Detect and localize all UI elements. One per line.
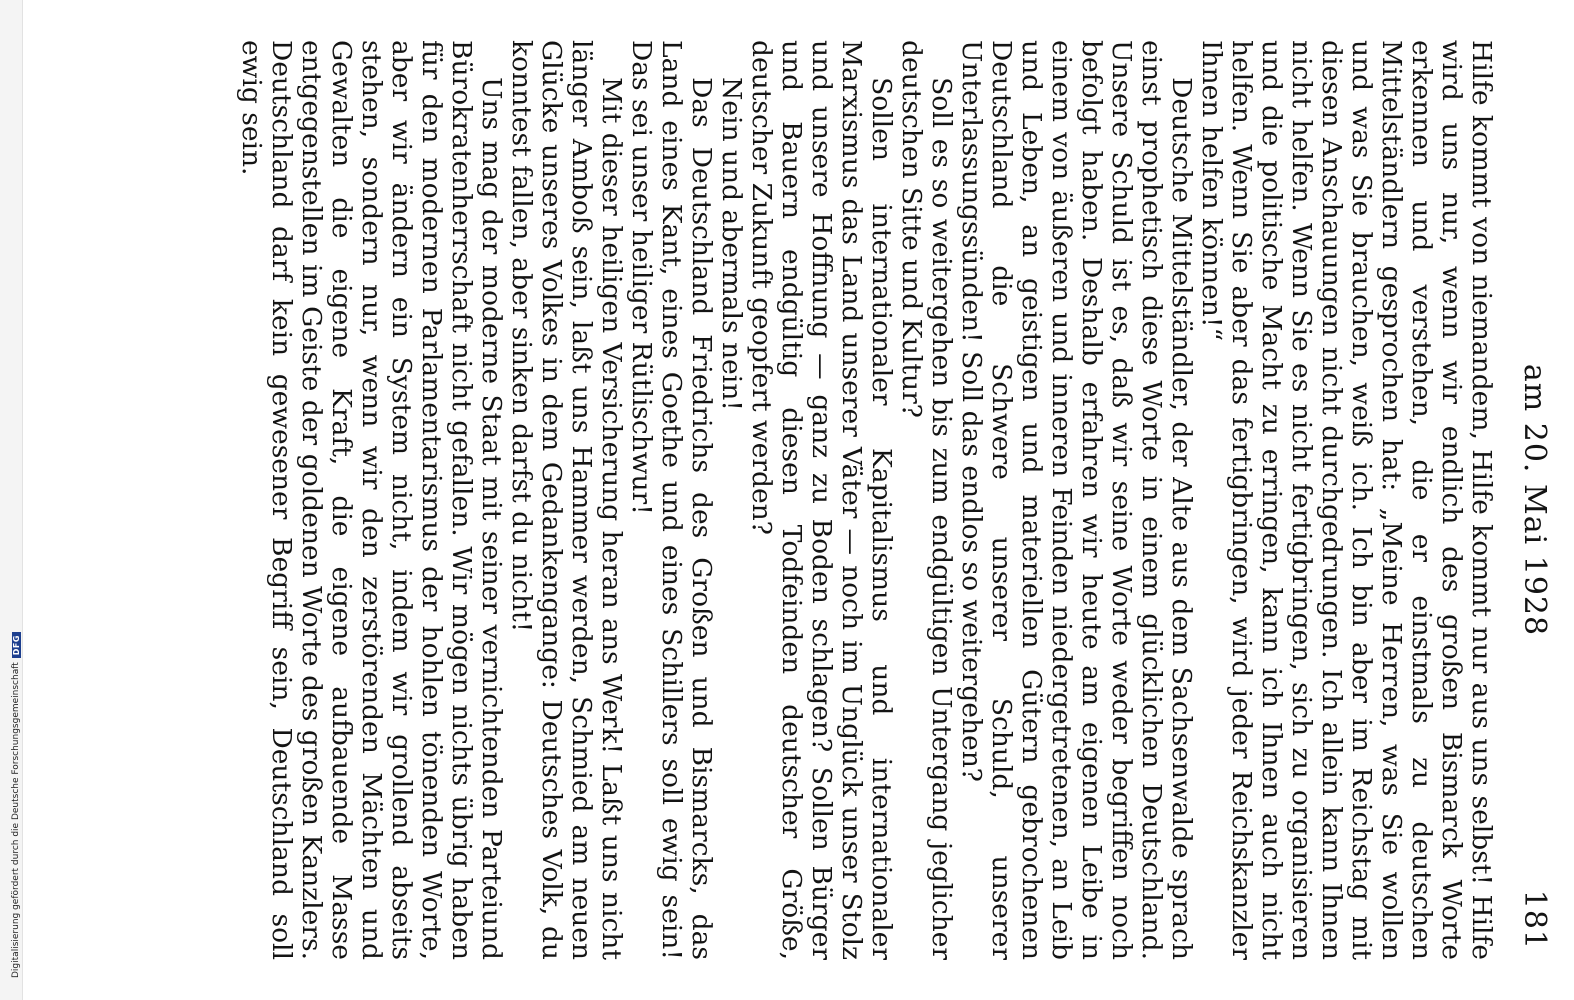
paragraph-6: Das Deutschland Friedrichs des Großen und Bismarcks, das Land eines Kant, eines Goethe und eines Schillers soll ewig sein! Das sei unser heiliger Rütlischwur! bbox=[626, 40, 717, 960]
paragraph-3: Soll es so weitergehen bis zum endgültigen Untergang jeglicher deutschen Sitte und Kultur? bbox=[896, 40, 957, 960]
paragraph-8: Uns mag der moderne Staat mit seiner vernichtenden Parteiund Bürokratenherrschaft nicht gefallen. Wir mögen nichts übrig haben für den modernen Parlamentarismus der hohlen tönenden Worte, aber wir ändern ein System nicht, indem wir grollend abseits stehen, sondern nur, wenn wir den zerstörenden Mächten und Gewalten die eigene Kraft, die eigene aufbauende Masse entgegenstellen im Geiste der goldenen Worte des großen Kanzlers. Deutschland darf kein gewesener Begriff sein, Deutschland soll ewig sein. bbox=[236, 40, 507, 960]
dfg-logo-icon: DFG bbox=[12, 632, 21, 658]
paragraph-1: Hilfe kommt von niemandem, Hilfe kommt nur aus uns selbst! Hilfe wird uns nur, wenn wir endlich des großen Bismarck Worte erkennen und verstehen, die er einstmals zu deutschen Mittelständlern gesprochen hat: „Meine Herren, was Sie wollen und was Sie brauchen, weiß ich. Ich bin aber im Reichstag mit diesen Anschauungen nicht durchgedrungen. Ich allein kann Ihnen nicht helfen. Wenn Sie es nicht fertigbringen, sich zu organisieren und die politische Macht zu erringen, kann ich Ihnen auch nicht helfen. Wenn Sie aber das fertigbringen, wird jeder Reichskanzler Ihnen helfen können!“ bbox=[1196, 40, 1497, 960]
credit-text: Digitalisierung gefördert durch die Deutsche Forschungsgemeinschaft bbox=[11, 662, 21, 978]
digitization-credit bbox=[11, 632, 21, 978]
page-header bbox=[1508, 40, 1560, 960]
paragraph-2: Deutsche Mittelständler, der Alte aus dem Sachsenwalde sprach einst prophetisch diese Worte in einem glücklichen Deutschland. Unsere Schuld ist es, daß wir seine Worte weder begriffen noch befolgt haben. Deshalb erfahren wir heute am eigenen Leibe in einem von äußeren und inneren Feinden niedergetretenen, an Leib und Leben, an geistigen und materiellen Gütern gebrochenen Deutschland die Schwere unserer Schuld, unserer Unterlassungssünden! Soll das endlos so weitergehen? bbox=[956, 40, 1197, 960]
paragraph-7: Mit dieser heiligen Versicherung heran ans Werk! Laßt uns nicht länger Amboß sein, laßt uns Hammer werden, Schmied am neuen Glücke unseres Volkes in dem Gedankengange: Deutsches Volk, du konntest fallen, aber sinken darfst du nicht! bbox=[506, 40, 627, 960]
paragraph-5: Nein und abermals nein! bbox=[716, 77, 747, 411]
running-title: am 20. Mai 1928 bbox=[1517, 363, 1552, 637]
scanned-page bbox=[115, 30, 1560, 970]
paragraph-4: Sollen internationaler Kapitalismus und internationaler Marxismus das Land unserer Väter — noch im Unglück unser Stolz und unsere Hoffnung — ganz zu Boden schlagen? Sollen Bürger und Bauern endgültig diesen Todfeinden deutscher Größe, deutscher Zukunft geopfert werden? bbox=[746, 40, 897, 960]
page-number: 181 bbox=[1517, 889, 1552, 950]
body-text bbox=[236, 40, 1496, 960]
